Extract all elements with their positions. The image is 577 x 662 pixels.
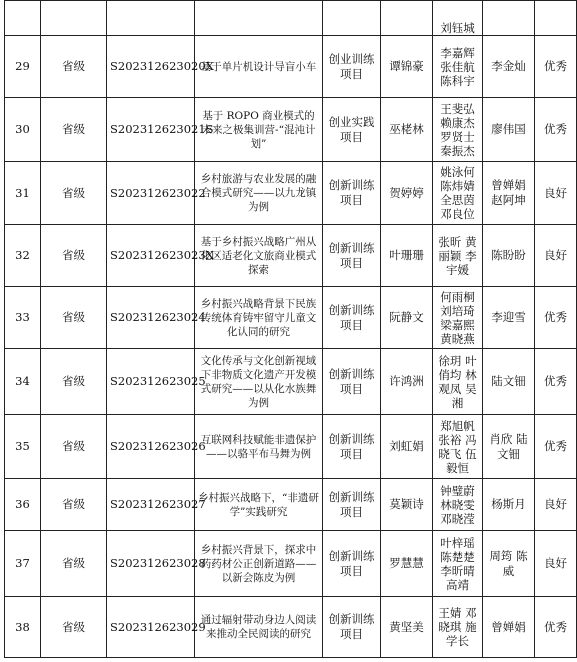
cell-project: 基于乡村振兴战略广州从化区适老化文旅商业模式探索 (195, 225, 323, 287)
cell-level: 省级 (41, 531, 107, 597)
cell-no: 38 (5, 597, 41, 658)
cell-level: 省级 (41, 287, 107, 349)
cell-type: 创新训练项目 (323, 162, 381, 225)
table-row (5, 1, 577, 36)
cell-type: 创新训练项目 (323, 225, 381, 287)
cell-code (107, 1, 195, 36)
cell-leader (381, 1, 433, 36)
project-results-table (4, 0, 577, 658)
cell-leader: 谭锦豪 (381, 36, 433, 98)
table-row (5, 287, 577, 349)
cell-grade: 优秀 (535, 349, 577, 415)
cell-type: 创新训练项目 (323, 415, 381, 479)
cell-no (5, 1, 41, 36)
cell-type: 创业实践项目 (323, 98, 381, 162)
cell-project: 通过辐射带动身边人阅读来推动全民阅读的研究 (195, 597, 323, 658)
cell-level: 省级 (41, 349, 107, 415)
cell-level: 省级 (41, 98, 107, 162)
cell-code: S202312623020X (107, 36, 195, 98)
cell-grade: 良好 (535, 225, 577, 287)
cell-level (41, 1, 107, 36)
cell-code: S202312623021S (107, 98, 195, 162)
cell-advisor: 肖欣 陆文钿 (483, 415, 535, 479)
cell-project: 互联网科技赋能非遗保护——以骆平布马舞为例 (195, 415, 323, 479)
cell-level: 省级 (41, 479, 107, 531)
table-row (5, 98, 577, 162)
cell-advisor: 周筠 陈威 (483, 531, 535, 597)
cell-leader: 叶珊珊 (381, 225, 433, 287)
cell-members: 刘钰城 (433, 1, 483, 36)
cell-leader: 许鸿洲 (381, 349, 433, 415)
cell-code: S202312623028 (107, 531, 195, 597)
cell-advisor: 杨斯月 (483, 479, 535, 531)
cell-code: S202312623023X (107, 225, 195, 287)
cell-members: 王斐弘 赖康杰 罗贤士 秦振杰 (433, 98, 483, 162)
cell-project: 基于单片机设计导盲小车 (195, 36, 323, 98)
table-row (5, 225, 577, 287)
cell-project: 文化传承与文化创新视域下非物质文化遗产开发模式研究——以从化水族舞为例 (195, 349, 323, 415)
cell-members: 王婧 邓晓琪 施学长 (433, 597, 483, 658)
cell-type: 创新训练项目 (323, 479, 381, 531)
table-row (5, 349, 577, 415)
cell-type: 创新训练项目 (323, 287, 381, 349)
cell-advisor: 李迎雪 (483, 287, 535, 349)
table-row (5, 597, 577, 658)
cell-grade: 优秀 (535, 36, 577, 98)
cell-leader: 黄坚美 (381, 597, 433, 658)
cell-code: S202312623026 (107, 415, 195, 479)
table-row (5, 531, 577, 597)
cell-grade: 优秀 (535, 287, 577, 349)
cell-no: 32 (5, 225, 41, 287)
cell-grade: 良好 (535, 162, 577, 225)
table-row (5, 162, 577, 225)
cell-code: S202312623025 (107, 349, 195, 415)
cell-type (323, 1, 381, 36)
cell-leader: 罗慧慧 (381, 531, 433, 597)
cell-advisor: 曾婵娟 (483, 597, 535, 658)
cell-type: 创新训练项目 (323, 597, 381, 658)
cell-type: 创新训练项目 (323, 349, 381, 415)
cell-code: S202312623022 (107, 162, 195, 225)
cell-advisor: 李金灿 (483, 36, 535, 98)
cell-project: 乡村旅游与农业发展的融合模式研究——以九龙镇为例 (195, 162, 323, 225)
cell-grade (535, 1, 577, 36)
cell-members: 姚泳何 陈炜婧 全思茵 邓良位 (433, 162, 483, 225)
cell-level: 省级 (41, 162, 107, 225)
cell-advisor: 廖伟国 (483, 98, 535, 162)
cell-no: 36 (5, 479, 41, 531)
cell-no: 33 (5, 287, 41, 349)
cell-no: 31 (5, 162, 41, 225)
cell-no: 29 (5, 36, 41, 98)
cell-code: S202312623024 (107, 287, 195, 349)
cell-grade: 优秀 (535, 597, 577, 658)
cell-code: S202312623027 (107, 479, 195, 531)
cell-level: 省级 (41, 597, 107, 658)
cell-type: 创新训练项目 (323, 531, 381, 597)
cell-grade: 良好 (535, 479, 577, 531)
cell-members: 张昕 黄丽颖 李宇媛 (433, 225, 483, 287)
cell-project: 乡村振兴战略下，“非遗研学”实践研究 (195, 479, 323, 531)
cell-members: 钟璧蔚 林晓雯 邓晓滢 (433, 479, 483, 531)
cell-type: 创业训练项目 (323, 36, 381, 98)
cell-members: 郑旭帆 张裕 冯晓飞 伍毅恒 (433, 415, 483, 479)
cell-advisor: 陈盼盼 (483, 225, 535, 287)
cell-project (195, 1, 323, 36)
cell-leader: 巫栳林 (381, 98, 433, 162)
cell-no: 30 (5, 98, 41, 162)
table-row (5, 479, 577, 531)
cell-no: 37 (5, 531, 41, 597)
cell-advisor: 曾婵娟 赵阿坤 (483, 162, 535, 225)
cell-level: 省级 (41, 415, 107, 479)
table-row (5, 36, 577, 98)
cell-members: 李嘉辉 张佳航 陈科宇 (433, 36, 483, 98)
cell-leader: 莫颖诗 (381, 479, 433, 531)
cell-project: 乡村振兴战略背景下民族传统体育铸牢留守儿童文化认同的研究 (195, 287, 323, 349)
cell-no: 34 (5, 349, 41, 415)
cell-grade: 良好 (535, 531, 577, 597)
cell-grade: 优秀 (535, 98, 577, 162)
cell-no: 35 (5, 415, 41, 479)
cell-advisor: 陆文钿 (483, 349, 535, 415)
cell-members: 徐玥 叶俏均 林观凤 吴湘 (433, 349, 483, 415)
cell-leader: 阮静文 (381, 287, 433, 349)
results-table-page (4, 0, 567, 658)
cell-leader: 贺婷婷 (381, 162, 433, 225)
cell-grade: 优秀 (535, 415, 577, 479)
cell-level: 省级 (41, 36, 107, 98)
cell-members: 叶梓瑶 陈楚楚 李昕晴 高靖 (433, 531, 483, 597)
cell-leader: 刘虹娟 (381, 415, 433, 479)
cell-members: 何雨桐 刘培琦 梁嘉熙 黄晓燕 (433, 287, 483, 349)
cell-project: 基于 ROPO 商业模式的未来之极集训营-“混沌计划” (195, 98, 323, 162)
table-row (5, 415, 577, 479)
cell-code: S202312623029 (107, 597, 195, 658)
cell-level: 省级 (41, 225, 107, 287)
cell-advisor (483, 1, 535, 36)
cell-project: 乡村振兴背景下，探求中药药材公正创新道路——以新会陈皮为例 (195, 531, 323, 597)
